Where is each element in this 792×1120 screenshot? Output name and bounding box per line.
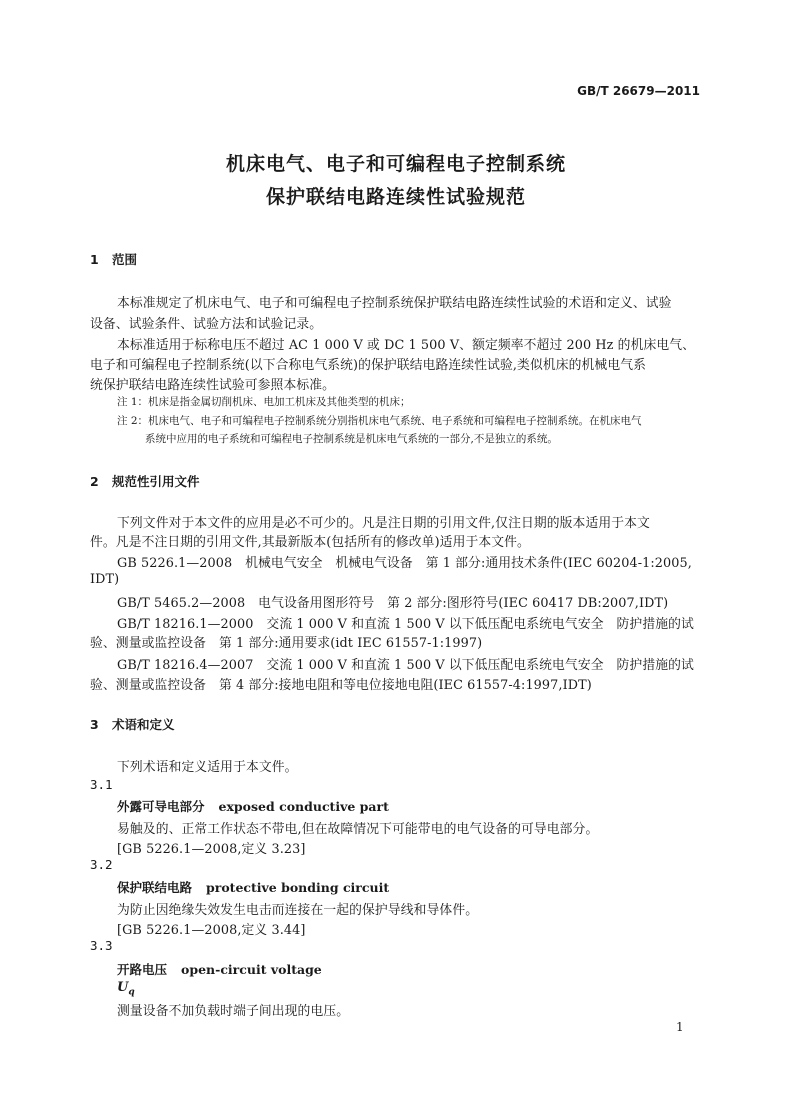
term-en: protective bonding circuit	[206, 880, 390, 895]
term-definition: 测量设备不加负载时端子间出现的电压。	[117, 1004, 350, 1019]
reference-line: GB/T 18216.4—2007 交流 1 000 V 和直流 1 500 V 以下低压配电系统电气安全 防护措施的试	[117, 658, 694, 673]
section-title: 规范性引用文件	[112, 474, 200, 489]
document-title-line-2: 保护联结电路连续性试验规范	[265, 186, 526, 208]
section-title: 范围	[112, 252, 138, 267]
reference-line: GB/T 18216.1—2000 交流 1 000 V 和直流 1 500 V 以下低压配电系统电气安全 防护措施的试	[117, 617, 694, 632]
term-en: open-circuit voltage	[181, 962, 322, 977]
reference-line: GB/T 5465.2—2008 电气设备用图形符号 第 2 部分:图形符号(IEC 60417 DB:2007,IDT)	[117, 596, 669, 611]
term-zh: 保护联结电路	[117, 880, 193, 895]
term-zh: 开路电压	[117, 962, 168, 977]
symbol-letter: U	[117, 980, 129, 995]
note-line: 注 2：机床电气、电子和可编程电子控制系统分别指机床电气系统、电子系统和可编程电子控制系统。在机床电气	[117, 415, 642, 427]
reference-line: IDT)	[90, 572, 120, 587]
term-number: 3.1	[90, 777, 113, 792]
term-source: [GB 5226.1—2008,定义 3.44]	[117, 923, 306, 938]
term-number: 3.2	[90, 857, 113, 872]
term-definition: 易触及的、正常工作状态不带电,但在故障情况下可能带电的电气设备的可导电部分。	[117, 822, 599, 837]
section-1-heading	[90, 250, 137, 268]
section-number: 3	[90, 717, 99, 732]
term-heading	[117, 960, 322, 978]
paragraph-line: 统保护联结电路连续性试验可参照本标准。	[90, 378, 336, 393]
term-source: [GB 5226.1—2008,定义 3.23]	[117, 842, 306, 857]
standard-code: GB/T 26679—2011	[577, 84, 700, 98]
reference-line: GB 5226.1—2008 机械电气安全 机械电气设备 第 1 部分:通用技术条件(IEC 60204-1:2005,	[117, 556, 692, 571]
paragraph-line: 下列术语和定义适用于本文件。	[117, 760, 298, 775]
term-heading	[117, 878, 389, 896]
section-number: 1	[90, 252, 99, 267]
document-title-line-1: 机床电气、电子和可编程电子控制系统	[225, 153, 566, 175]
note-line: 注 1：机床是指金属切削机床、电加工机床及其他类型的机床；	[117, 396, 411, 408]
term-zh: 外露可导电部分	[117, 799, 205, 814]
reference-line: 验、测量或监控设备 第 4 部分:接地电阻和等电位接地电阻(IEC 61557-4:1997,IDT)	[90, 678, 592, 693]
symbol-subscript: q	[128, 987, 135, 998]
reference-line: 验、测量或监控设备 第 1 部分:通用要求(idt IEC 61557-1:1997)	[90, 636, 483, 651]
term-en: exposed conductive part	[218, 799, 389, 814]
term-definition: 为防止因绝缘失效发生电击而连接在一起的保护导线和导体件。	[117, 903, 479, 918]
section-3-heading	[90, 715, 175, 733]
term-heading	[117, 797, 389, 815]
note-line: 系统中应用的电子系统和可编程电子控制系统是机床电气系统的一部分,不是独立的系统。	[145, 433, 558, 445]
paragraph-line: 本标准适用于标称电压不超过 AC 1 000 V 或 DC 1 500 V、额定频率不超过 200 Hz 的机床电气、	[117, 338, 696, 353]
section-number: 2	[90, 474, 99, 489]
term-symbol	[117, 980, 135, 998]
paragraph-line: 电子和可编程电子控制系统(以下合称电气系统)的保护联结电路连续性试验,类似机床的机械电气系	[90, 358, 647, 373]
section-2-heading	[90, 472, 200, 490]
term-number: 3.3	[90, 938, 113, 953]
page-number: 1	[676, 1020, 684, 1034]
paragraph-line: 设备、试验条件、试验方法和试验记录。	[90, 317, 323, 332]
paragraph-line: 下列文件对于本文件的应用是必不可少的。凡是注日期的引用文件,仅注日期的版本适用于本文	[117, 516, 650, 531]
paragraph-line: 件。凡是不注日期的引用文件,其最新版本(包括所有的修改单)适用于本文件。	[90, 535, 530, 550]
paragraph-line: 本标准规定了机床电气、电子和可编程电子控制系统保护联结电路连续性试验的术语和定义、试验	[117, 296, 672, 311]
section-title: 术语和定义	[112, 717, 175, 732]
